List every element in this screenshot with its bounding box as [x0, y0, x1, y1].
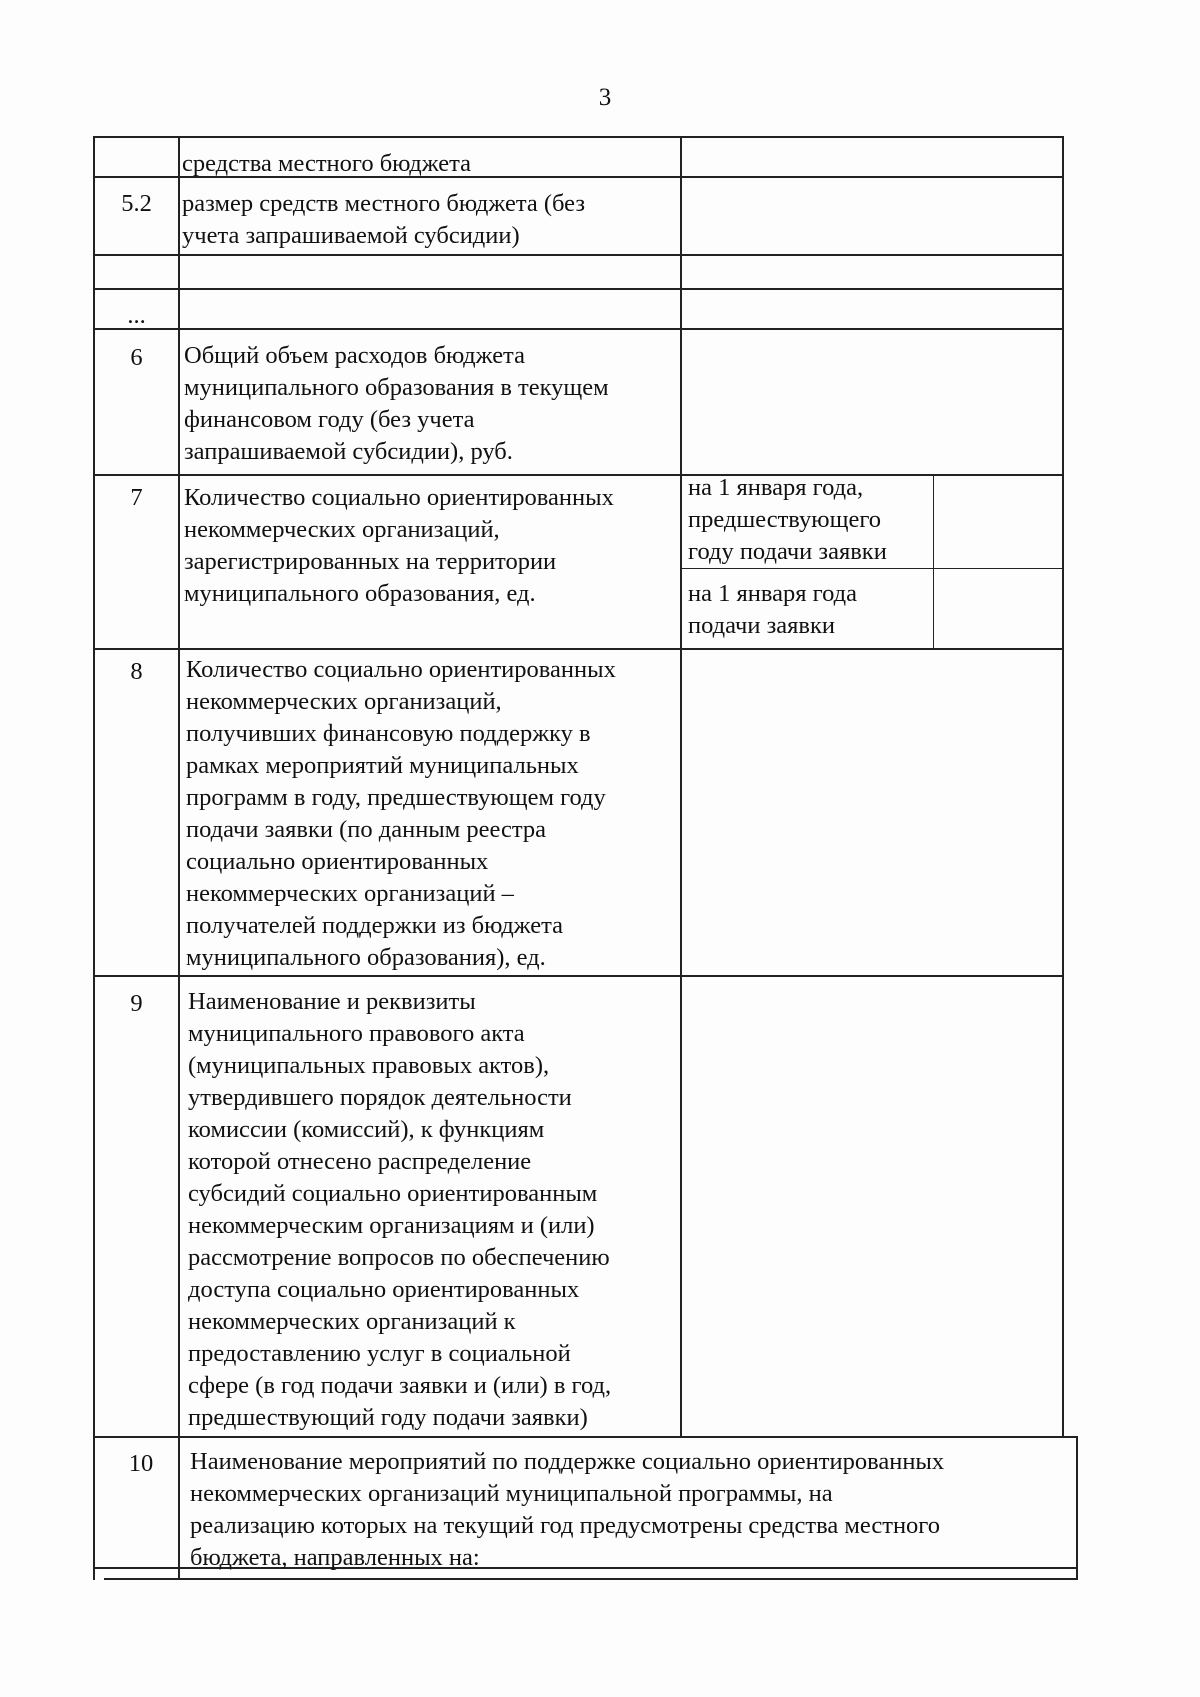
table-line: [104, 1578, 1078, 1580]
table-line: [93, 254, 1063, 256]
row-number: 5.2: [121, 190, 152, 217]
table-line: [178, 136, 180, 1580]
row-number: 10: [128, 1450, 154, 1477]
table-line: [680, 136, 682, 1438]
row-8-description: Количество социально ориентированных некоммерческих организаций, получивших финансовую поддержку в рамках мероприятий муниципальных программ в году, предшествующем году подачи заявки (по данным реестра социально ориентированных некоммерческих организаций – получателей поддержки из бюджета муниципального образования), ед.: [186, 656, 616, 971]
row-7-description: Количество социально ориентированных некоммерческих организаций, зарегистрированных на территории муниципального образования, ед.: [184, 484, 614, 607]
row-5-2-description: размер средств местного бюджета (без учета запрашиваемой субсидии): [182, 190, 585, 249]
table-line: [93, 975, 1063, 977]
row-7-subperiod-previous-year: на 1 января года, предшествующего году подачи заявки: [688, 474, 887, 565]
table-line: [1076, 1436, 1078, 1580]
table-line: [933, 474, 934, 648]
row-10-description: Наименование мероприятий по поддержке социально ориентированных некоммерческих организаций муниципальной программы, на реализацию которых на текущий год предусмотрены средства местного бюджета, направленных на:: [190, 1448, 945, 1571]
table-line: [1062, 136, 1064, 1438]
row-number: ...: [127, 302, 146, 329]
row-number: 6: [130, 344, 143, 371]
table-line: [93, 288, 1063, 290]
table-line: [93, 328, 1063, 330]
row-7-subperiod-current-year: на 1 января года подачи заявки: [688, 580, 857, 639]
page-number: 3: [598, 84, 612, 111]
row-continuation-text: средства местного бюджета: [182, 150, 472, 177]
row-9-description: Наименование и реквизиты муниципального правового акта (муниципальных правовых актов), утвердившего порядок деятельности комиссии (комиссий), к функциям которой отнесено распределение субсидий социально ориентированным некоммерческим организациям и (или) рассмотрение вопросов по обеспечению доступа социально ориентированных некоммерческих организаций к предоставлению услуг в социальной сфере (в год подачи заявки и (или) в год, предшествующий году подачи заявки): [188, 988, 612, 1431]
table-line: [680, 568, 1063, 569]
table-line: [93, 474, 1063, 476]
row-number: 9: [130, 990, 143, 1017]
row-number: 7: [130, 484, 143, 511]
table-line: [93, 1436, 1077, 1438]
table-line: [93, 648, 1063, 650]
row-6-description: Общий объем расходов бюджета муниципального образования в текущем финансовом году (без учета запрашиваемой субсидии), руб.: [184, 342, 609, 465]
table-line: [93, 136, 1063, 138]
row-number: 8: [130, 658, 143, 685]
